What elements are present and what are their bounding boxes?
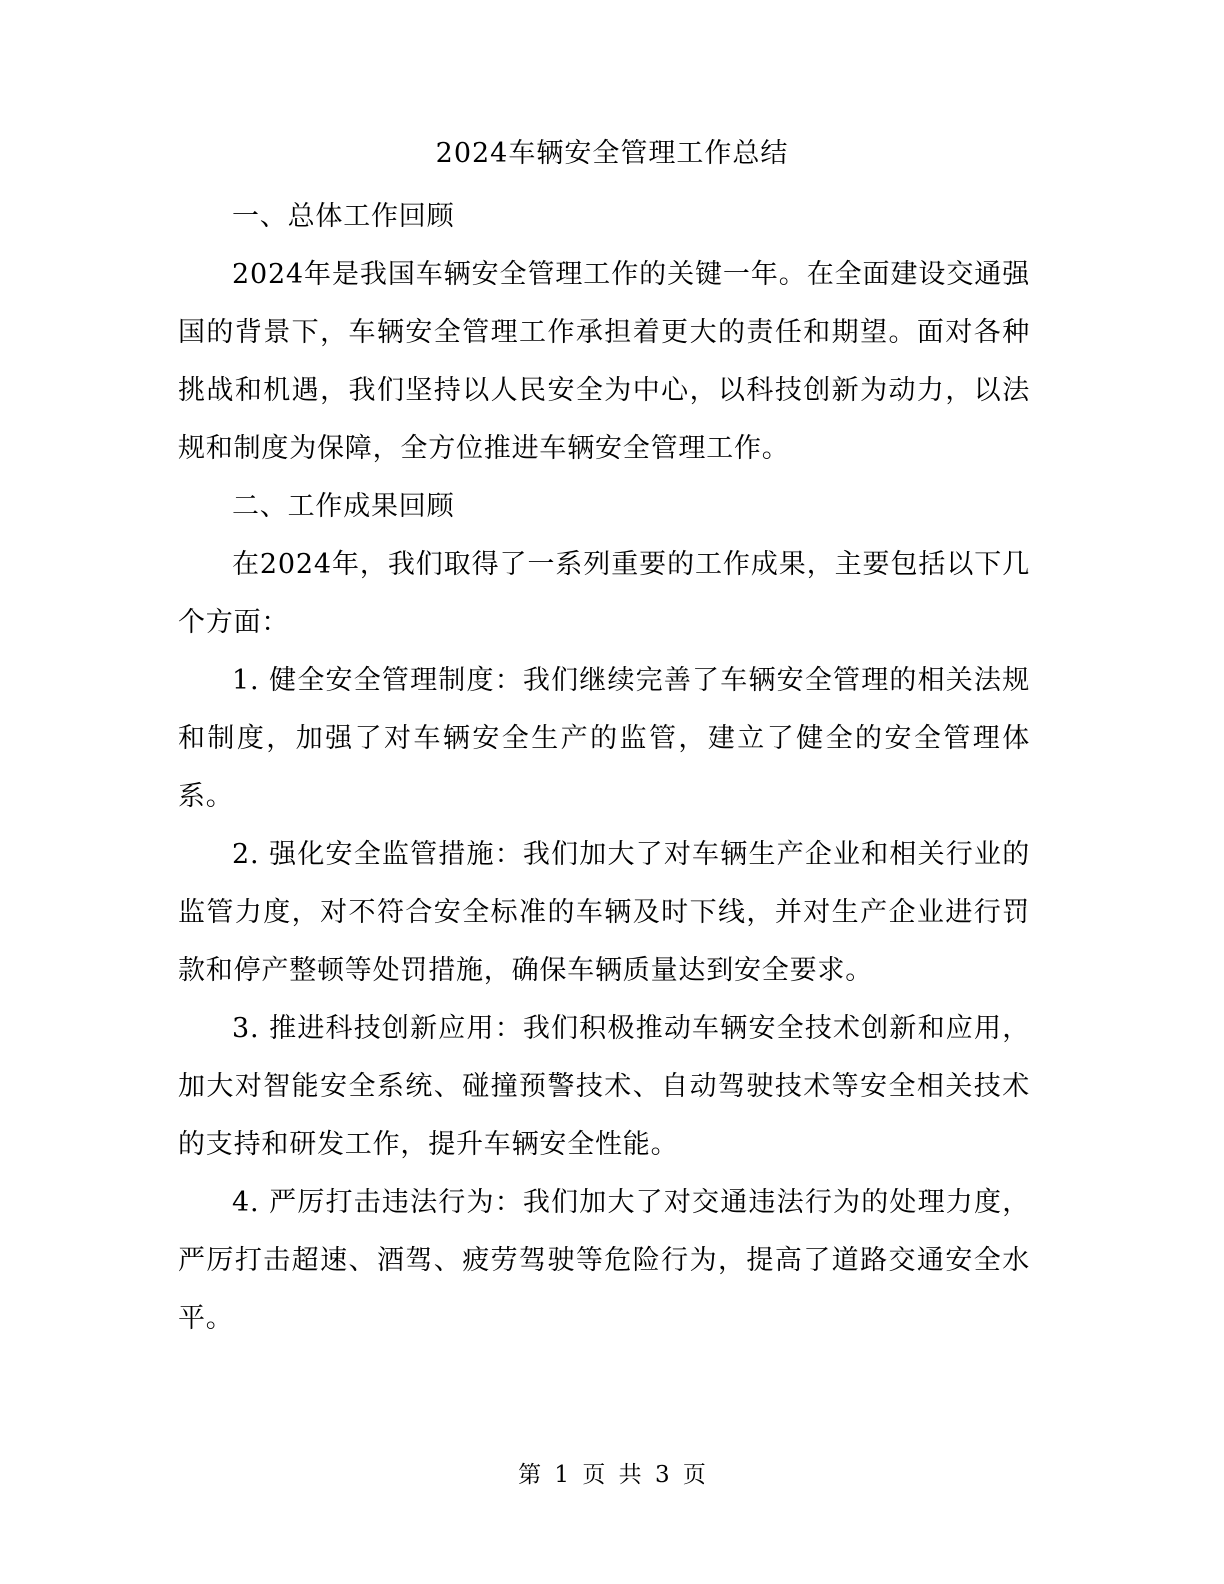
list-item-2: 2. 强化安全监管措施：我们加大了对车辆生产企业和相关行业的监管力度，对不符合安全标准的车辆及时下线，并对生产企业进行罚款和停产整顿等处罚措施，确保车辆质量达到安全要求。 [178, 839, 1030, 986]
paragraph-overview: 2024年是我国车辆安全管理工作的关键一年。在全面建设交通强国的背景下，车辆安全管理工作承担着更大的责任和期望。面对各种挑战和机遇，我们坚持以人民安全为中心，以科技创新为动力，以法规和制度为保障，全方位推进车辆安全管理工作。 [178, 259, 1030, 464]
section-heading-overview: 一、总体工作回顾 [232, 201, 455, 232]
paragraph-results-intro: 在2024年，我们取得了一系列重要的工作成果，主要包括以下几个方面： [178, 549, 1030, 638]
section-heading-results: 二、工作成果回顾 [232, 491, 455, 522]
document-body [178, 188, 1030, 1348]
list-item-4: 4. 严厉打击违法行为：我们加大了对交通违法行为的处理力度，严厉打击超速、酒驾、疲劳驾驶等危险行为，提高了道路交通安全水平。 [178, 1187, 1030, 1334]
list-item-3: 3. 推进科技创新应用：我们积极推动车辆安全技术创新和应用，加大对智能安全系统、碰撞预警技术、自动驾驶技术等安全相关技术的支持和研发工作，提升车辆安全性能。 [178, 1013, 1030, 1160]
page-number-footer: 第 1 页 共 3 页 [518, 1462, 706, 1488]
document-title: 2024车辆安全管理工作总结 [435, 138, 789, 169]
list-item-1: 1. 健全安全管理制度：我们继续完善了车辆安全管理的相关法规和制度，加强了对车辆安全生产的监管，建立了健全的安全管理体系。 [178, 665, 1030, 812]
